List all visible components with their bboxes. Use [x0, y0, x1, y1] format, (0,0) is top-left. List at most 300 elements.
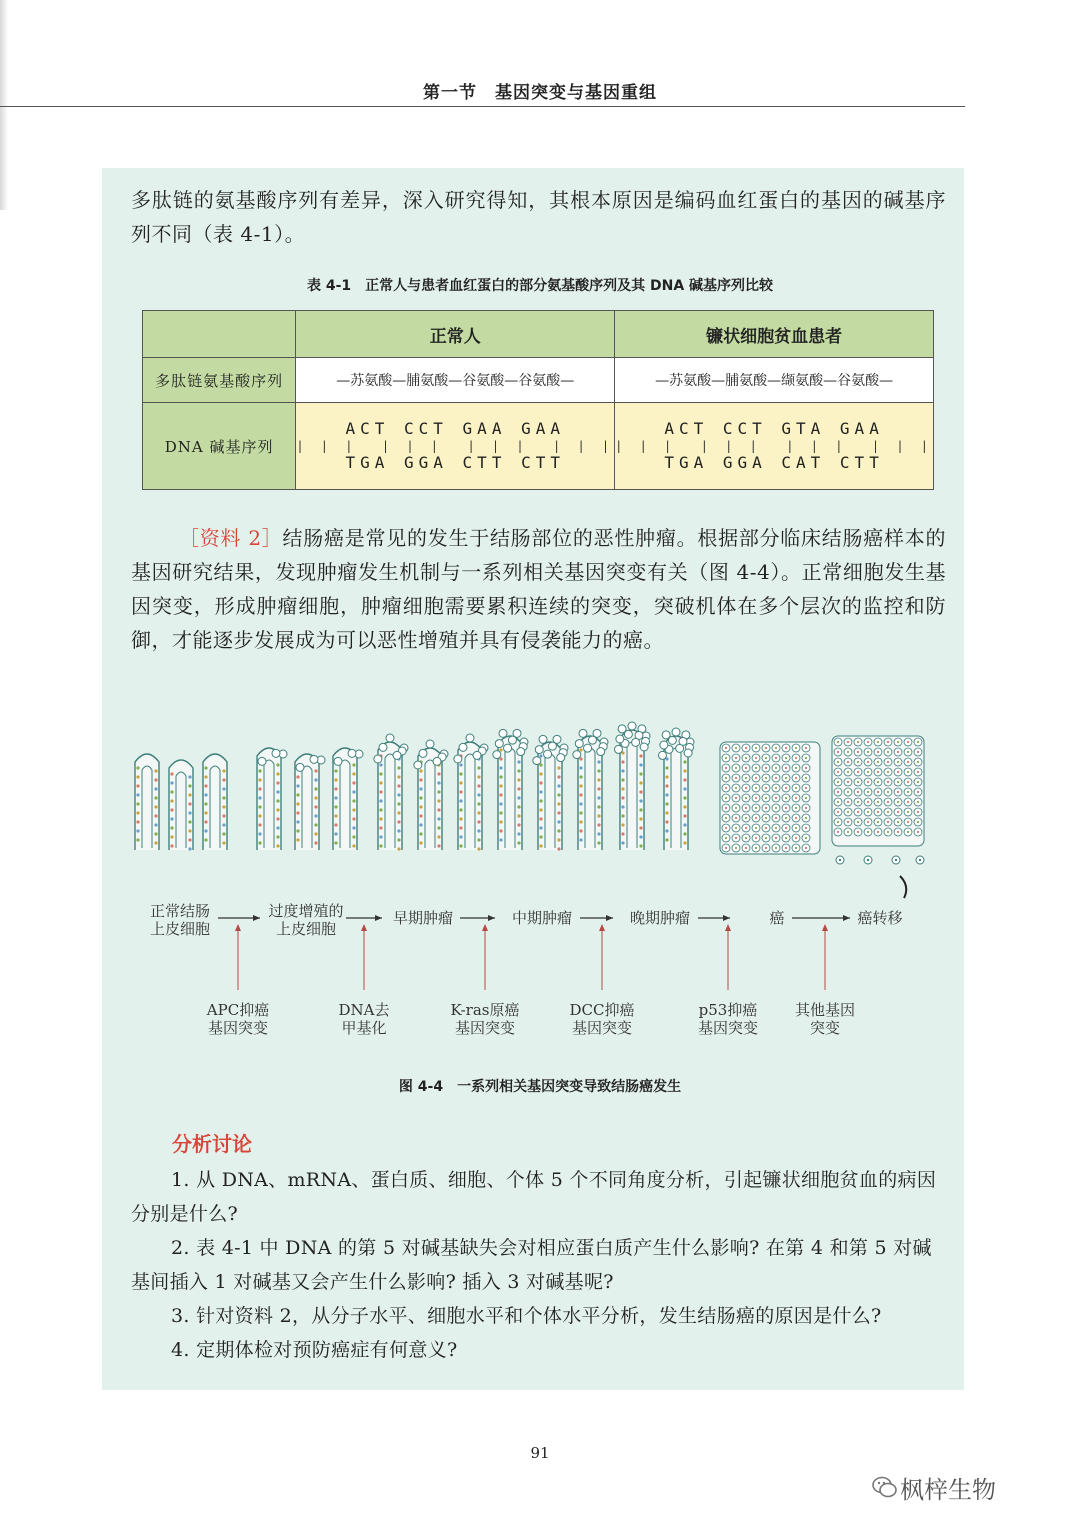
cancer-cell-nucleus: [785, 757, 787, 759]
tumor-cell: [548, 742, 556, 750]
cancer-cell-nucleus: [837, 781, 839, 783]
cancer-cell-nucleus: [887, 781, 889, 783]
cancer-cell-nucleus: [725, 777, 727, 779]
cancer-cell-nucleus: [775, 807, 777, 809]
cancer-cell-nucleus: [795, 837, 797, 839]
tissue-illustration: [135, 722, 924, 898]
wechat-icon: [872, 1474, 898, 1500]
cancer-cell-nucleus: [917, 801, 919, 803]
cancer-cell-nucleus: [917, 771, 919, 773]
cell-nucleus: [379, 808, 382, 811]
flow-arrow-head: [723, 915, 730, 921]
cell-nucleus: [136, 820, 139, 823]
material2-tag: ［资料 2］: [179, 526, 283, 550]
cell-nucleus: [517, 778, 520, 781]
cancer-cell-nucleus: [867, 781, 869, 783]
cell-nucleus: [499, 811, 502, 814]
cell-nucleus: [665, 838, 668, 841]
cell-nucleus: [314, 814, 317, 817]
stage-label: 晚期肿瘤: [629, 909, 691, 927]
cell-nucleus: [276, 808, 279, 811]
cell-nucleus: [352, 808, 355, 811]
cell-nucleus: [557, 838, 560, 841]
cancer-cell-nucleus: [725, 827, 727, 829]
cancer-cell-nucleus: [887, 751, 889, 753]
aa-seq-normal: —苏氨酸—脯氨酸—谷氨酸—谷氨酸—: [296, 358, 615, 403]
cell-nucleus: [597, 841, 600, 844]
cell-nucleus: [222, 814, 225, 817]
cancer-cell-nucleus: [805, 807, 807, 809]
cell-nucleus: [276, 817, 279, 820]
cancer-cell-nucleus: [765, 817, 767, 819]
cell-nucleus: [539, 799, 542, 802]
cancer-cell-nucleus: [867, 771, 869, 773]
cancer-cell-nucleus: [917, 751, 919, 753]
cell-nucleus: [397, 829, 400, 832]
cell-nucleus: [170, 790, 173, 793]
cancer-cell-nucleus: [745, 767, 747, 769]
cancer-cell-nucleus: [795, 817, 797, 819]
cell-nucleus: [136, 802, 139, 805]
cell-nucleus: [517, 823, 520, 826]
cell-nucleus: [204, 811, 207, 814]
cell-nucleus: [258, 832, 261, 835]
cell-nucleus: [597, 805, 600, 808]
cancer-cell-nucleus: [775, 847, 777, 849]
mutation-label: APC抑癌: [206, 1001, 270, 1019]
cell-nucleus: [204, 829, 207, 832]
cell-nucleus: [683, 841, 686, 844]
cell-nucleus: [154, 841, 157, 844]
cell-nucleus: [379, 844, 382, 847]
cell-nucleus: [296, 775, 299, 778]
mutation-label-line2: 基因突变: [571, 1019, 633, 1037]
cancer-cell-nucleus: [917, 821, 919, 823]
cancer-cell-nucleus: [847, 811, 849, 813]
cell-nucleus: [499, 748, 502, 751]
cell-nucleus: [683, 805, 686, 808]
cancer-cell-nucleus: [795, 767, 797, 769]
cell-nucleus: [557, 784, 560, 787]
tumor-cell: [628, 722, 636, 730]
cancer-cell-nucleus: [755, 837, 757, 839]
cell-nucleus: [222, 787, 225, 790]
flow-arrow-head: [375, 915, 382, 921]
flow-arrow-head: [253, 915, 260, 921]
cancer-cell-nucleus: [877, 821, 879, 823]
flow-arrow-head: [843, 915, 850, 921]
cell-nucleus: [352, 817, 355, 820]
cell-nucleus: [639, 817, 642, 820]
tumor-cell: [533, 757, 541, 765]
cancer-cell-nucleus: [907, 741, 909, 743]
cell-nucleus: [188, 829, 191, 832]
cell-nucleus: [419, 823, 422, 826]
cell-nucleus: [459, 763, 462, 766]
cell-nucleus: [539, 826, 542, 829]
cancer-cell-nucleus: [745, 827, 747, 829]
cell-nucleus: [154, 814, 157, 817]
cancer-cell-nucleus: [897, 741, 899, 743]
cell-nucleus: [296, 811, 299, 814]
cancer-cell-nucleus: [735, 747, 737, 749]
mutation-arrow-head: [235, 924, 241, 931]
cell-nucleus: [334, 778, 337, 781]
tumor-cell: [616, 735, 624, 743]
cell-nucleus: [334, 769, 337, 772]
cell-nucleus: [683, 787, 686, 790]
cell-nucleus: [579, 838, 582, 841]
cell-nucleus: [539, 781, 542, 784]
cell-nucleus: [258, 841, 261, 844]
cell-nucleus: [314, 769, 317, 772]
cell-nucleus: [379, 826, 382, 829]
cell-nucleus: [397, 784, 400, 787]
cell-nucleus: [539, 790, 542, 793]
cell-nucleus: [296, 820, 299, 823]
cancer-cell-nucleus: [755, 747, 757, 749]
cell-nucleus: [579, 811, 582, 814]
cancer-cell-nucleus: [847, 821, 849, 823]
cell-nucleus: [459, 799, 462, 802]
cell-nucleus: [459, 826, 462, 829]
cell-nucleus: [188, 811, 191, 814]
dna-patient-bottom-strand: TGA GGA CAT CTT: [664, 453, 884, 472]
cell-nucleus: [222, 796, 225, 799]
cancer-cell-nucleus: [765, 767, 767, 769]
cell-nucleus: [136, 766, 139, 769]
mutation-arrow-head: [822, 924, 828, 931]
cancer-cell-nucleus: [837, 741, 839, 743]
cell-nucleus: [154, 787, 157, 790]
cell-nucleus: [517, 841, 520, 844]
cell-nucleus: [437, 826, 440, 829]
cancer-cell-nucleus: [785, 837, 787, 839]
cancer-cell-nucleus: [735, 827, 737, 829]
cell-nucleus: [188, 820, 191, 823]
cancer-cell-nucleus: [725, 797, 727, 799]
cancer-cell-nucleus: [857, 811, 859, 813]
cancer-cell-nucleus: [837, 791, 839, 793]
cancer-cell-nucleus: [745, 797, 747, 799]
cancer-cell-nucleus: [735, 777, 737, 779]
cell-nucleus: [170, 817, 173, 820]
tumor-cell: [614, 745, 622, 753]
cell-nucleus: [379, 763, 382, 766]
cancer-cell-nucleus: [867, 761, 869, 763]
cell-nucleus: [639, 808, 642, 811]
cancer-cell-nucleus: [897, 821, 899, 823]
cell-nucleus: [170, 844, 173, 847]
header-rule: [0, 106, 965, 107]
cell-nucleus: [459, 835, 462, 838]
cell-nucleus: [477, 847, 480, 850]
cancer-cell-nucleus: [795, 847, 797, 849]
cell-nucleus: [419, 787, 422, 790]
tumor-cell: [544, 750, 552, 758]
cell-nucleus: [379, 781, 382, 784]
cancer-cell-nucleus: [877, 741, 879, 743]
col-header-patient: 镰状细胞贫血患者: [615, 311, 934, 358]
cell-nucleus: [683, 778, 686, 781]
cancer-cell-nucleus: [847, 791, 849, 793]
tumor-cell: [658, 751, 666, 759]
cancer-cell-nucleus: [775, 827, 777, 829]
cell-nucleus: [621, 814, 624, 817]
tumor-cell: [296, 763, 304, 771]
cell-nucleus: [258, 778, 261, 781]
cell-nucleus: [314, 796, 317, 799]
cell-nucleus: [334, 787, 337, 790]
cancer-cell-nucleus: [755, 817, 757, 819]
cell-nucleus: [334, 796, 337, 799]
cancer-cell-nucleus: [837, 801, 839, 803]
cell-nucleus: [557, 811, 560, 814]
cell-nucleus: [477, 802, 480, 805]
cancer-cell-nucleus: [805, 817, 807, 819]
cancer-cell-nucleus: [907, 751, 909, 753]
cancer-cell-nucleus: [775, 777, 777, 779]
cancer-cell-nucleus: [765, 807, 767, 809]
cancer-cell-nucleus: [765, 837, 767, 839]
cancer-cell-nucleus: [785, 797, 787, 799]
cell-nucleus: [517, 814, 520, 817]
cancer-cell-nucleus: [805, 767, 807, 769]
dna-seq-normal: [296, 403, 615, 490]
cancer-cell-nucleus: [725, 807, 727, 809]
cancer-cell-nucleus: [857, 791, 859, 793]
col-header-normal: 正常人: [296, 311, 615, 358]
cell-nucleus: [477, 811, 480, 814]
tumor-cell: [517, 748, 525, 756]
cancer-cell-nucleus: [785, 807, 787, 809]
cell-nucleus: [477, 793, 480, 796]
cell-nucleus: [314, 787, 317, 790]
comparison-table: [142, 310, 934, 490]
cell-nucleus: [170, 808, 173, 811]
tumor-cell: [393, 751, 401, 759]
cell-nucleus: [296, 793, 299, 796]
stage-label: 过度增殖的: [268, 902, 344, 920]
cancer-cell-nucleus: [857, 831, 859, 833]
cell-nucleus: [419, 814, 422, 817]
cancer-cell-nucleus: [847, 771, 849, 773]
tumor-cell: [310, 755, 318, 763]
cell-nucleus: [459, 844, 462, 847]
cell-nucleus: [419, 778, 422, 781]
cell-nucleus: [379, 772, 382, 775]
cancer-cell-nucleus: [877, 771, 879, 773]
cell-nucleus: [477, 820, 480, 823]
cell-nucleus: [154, 823, 157, 826]
cell-nucleus: [499, 829, 502, 832]
cancer-cell-nucleus: [805, 847, 807, 849]
cell-nucleus: [419, 805, 422, 808]
mutation-label: DNA去: [338, 1001, 390, 1019]
cell-nucleus: [459, 817, 462, 820]
cancer-cell-nucleus: [897, 751, 899, 753]
tumor-cell: [662, 731, 670, 739]
tumor-cell: [374, 755, 382, 763]
cell-nucleus: [397, 811, 400, 814]
cell-nucleus: [517, 832, 520, 835]
cell-nucleus: [379, 799, 382, 802]
tumor-cell: [499, 729, 507, 737]
cancer-cell-nucleus: [867, 831, 869, 833]
cell-nucleus: [579, 802, 582, 805]
cancer-cell-nucleus: [857, 741, 859, 743]
mutation-label-line2: 基因突变: [697, 1019, 759, 1037]
cell-nucleus: [621, 787, 624, 790]
tumor-cell: [379, 743, 387, 751]
tumor-cell: [640, 743, 648, 751]
cell-nucleus: [314, 823, 317, 826]
cell-nucleus: [334, 823, 337, 826]
cancer-cell-nucleus: [805, 757, 807, 759]
cell-nucleus: [499, 784, 502, 787]
cell-nucleus: [276, 763, 279, 766]
cancer-cell-nucleus: [877, 751, 879, 753]
cell-nucleus: [437, 844, 440, 847]
cancer-cell-nucleus: [867, 751, 869, 753]
mutation-label-line2: 甲基化: [341, 1019, 387, 1037]
dna-patient-base-pairs: | | | | | | | | | | | |: [615, 439, 933, 453]
cancer-cell-nucleus: [877, 781, 879, 783]
row-header-amino-acid: 多肽链氨基酸序列: [143, 358, 296, 403]
cell-nucleus: [204, 802, 207, 805]
cancer-cell-nucleus: [785, 787, 787, 789]
cancer-cell-nucleus: [805, 747, 807, 749]
cell-nucleus: [204, 793, 207, 796]
cell-nucleus: [296, 802, 299, 805]
stage-label: 中期肿瘤: [511, 909, 573, 927]
cancer-cell-nucleus: [775, 757, 777, 759]
cell-nucleus: [621, 805, 624, 808]
cancer-cell-nucleus: [917, 781, 919, 783]
cancer-cell-nucleus: [725, 787, 727, 789]
cancer-cell-nucleus: [867, 791, 869, 793]
cell-nucleus: [352, 790, 355, 793]
cell-nucleus: [621, 769, 624, 772]
cell-nucleus: [352, 763, 355, 766]
tumor-cell: [535, 746, 543, 754]
cell-nucleus: [379, 835, 382, 838]
cancer-cell-nucleus: [877, 791, 879, 793]
cell-nucleus: [276, 844, 279, 847]
cell-nucleus: [639, 826, 642, 829]
cell-nucleus: [352, 799, 355, 802]
cell-nucleus: [154, 796, 157, 799]
cell-nucleus: [154, 832, 157, 835]
cancer-cell-nucleus: [907, 781, 909, 783]
cancer-cell-nucleus: [725, 817, 727, 819]
cell-nucleus: [539, 754, 542, 757]
cell-nucleus: [258, 823, 261, 826]
cell-nucleus: [557, 775, 560, 778]
cell-nucleus: [639, 844, 642, 847]
tumor-cell: [588, 736, 596, 744]
cell-nucleus: [437, 772, 440, 775]
cancer-cell-nucleus: [755, 797, 757, 799]
cell-nucleus: [352, 835, 355, 838]
table-corner-cell: [143, 311, 296, 358]
cancer-cell-nucleus: [847, 761, 849, 763]
tumor-cell: [414, 761, 422, 769]
cell-nucleus: [557, 802, 560, 805]
tumor-cell: [579, 729, 587, 737]
cell-nucleus: [557, 847, 560, 850]
cancer-cell-nucleus: [917, 811, 919, 813]
cancer-cell-nucleus: [917, 741, 919, 743]
cell-nucleus: [517, 805, 520, 808]
cell-nucleus: [204, 784, 207, 787]
cell-nucleus: [517, 787, 520, 790]
cancer-cell-nucleus: [775, 797, 777, 799]
tumor-cell: [426, 740, 434, 748]
cell-nucleus: [459, 772, 462, 775]
cancer-cell-nucleus: [847, 741, 849, 743]
cell-nucleus: [258, 787, 261, 790]
cancer-cell-nucleus: [897, 811, 899, 813]
cancer-cell-nucleus: [897, 761, 899, 763]
cell-nucleus: [188, 847, 191, 850]
cancer-cell-nucleus: [795, 777, 797, 779]
cell-nucleus: [579, 784, 582, 787]
material2-paragraph: [131, 521, 946, 657]
mutation-arrow-head: [482, 924, 488, 931]
page-edge-shadow: [0, 0, 8, 210]
cell-nucleus: [437, 781, 440, 784]
cancer-cell-nucleus: [775, 767, 777, 769]
figure-caption: 图 4-4 一系列相关基因突变导致结肠癌发生: [398, 1079, 682, 1095]
cell-nucleus: [639, 772, 642, 775]
flow-arrow-head: [488, 915, 495, 921]
cancer-cell-nucleus: [755, 827, 757, 829]
cell-nucleus: [539, 844, 542, 847]
tumor-cell: [557, 754, 565, 762]
cell-nucleus: [683, 796, 686, 799]
cell-nucleus: [683, 769, 686, 772]
cancer-cell-nucleus: [765, 787, 767, 789]
cancer-cell-nucleus: [805, 827, 807, 829]
cancer-cell-nucleus: [857, 761, 859, 763]
cancer-cell-nucleus: [887, 741, 889, 743]
cell-nucleus: [204, 766, 207, 769]
cancer-cell-nucleus: [837, 821, 839, 823]
cell-nucleus: [477, 766, 480, 769]
cell-nucleus: [419, 769, 422, 772]
metastasis-arrow: [900, 876, 906, 898]
cell-nucleus: [419, 841, 422, 844]
cancer-cell-nucleus: [735, 787, 737, 789]
cancer-cell-nucleus: [735, 757, 737, 759]
cell-nucleus: [477, 784, 480, 787]
cell-nucleus: [639, 835, 642, 838]
tumor-cell: [466, 734, 474, 742]
cell-nucleus: [397, 775, 400, 778]
cancer-cell-nucleus: [765, 747, 767, 749]
cell-nucleus: [379, 817, 382, 820]
cell-nucleus: [539, 772, 542, 775]
cell-nucleus: [499, 838, 502, 841]
cell-nucleus: [352, 772, 355, 775]
tumor-cell: [433, 757, 441, 765]
row-header-dna: DNA 碱基序列: [143, 403, 296, 490]
cell-nucleus: [314, 841, 317, 844]
cell-nucleus: [437, 790, 440, 793]
cancer-cell-nucleus: [857, 751, 859, 753]
cell-nucleus: [597, 796, 600, 799]
